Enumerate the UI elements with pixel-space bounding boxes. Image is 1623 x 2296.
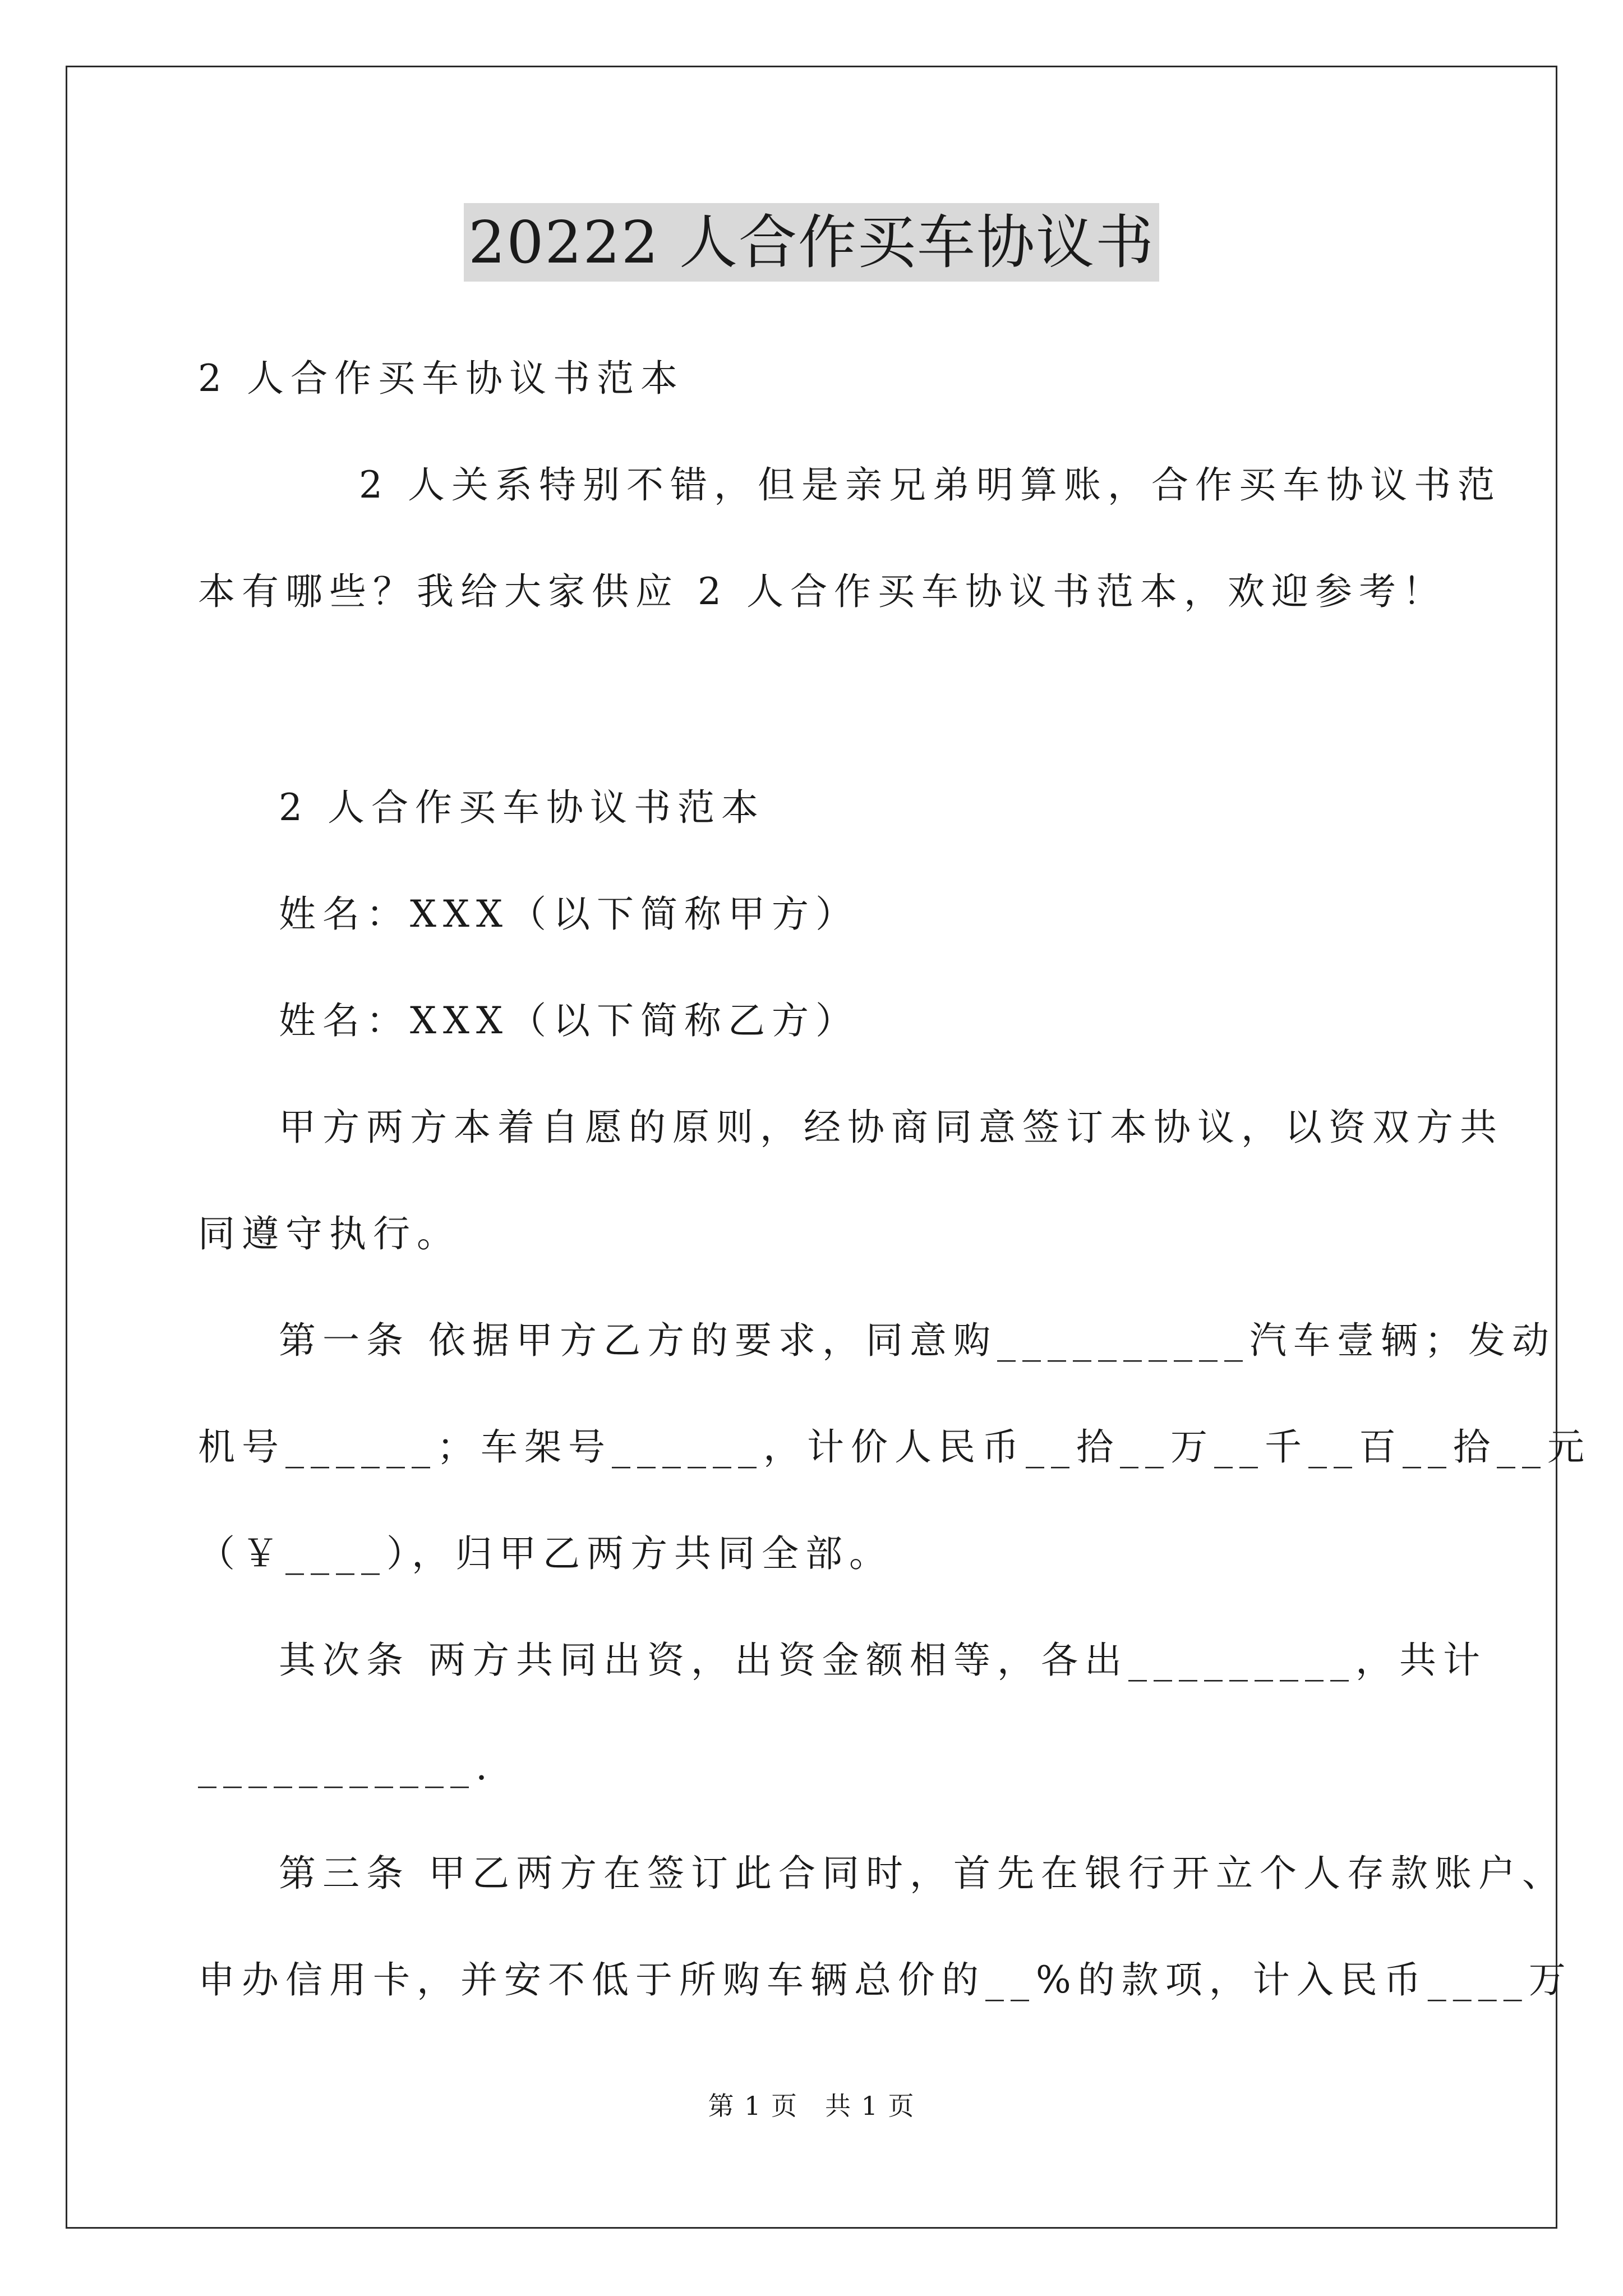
page-number-footer: 第 1 页 共 1 页 — [708, 2091, 915, 2121]
party-b-line: 姓名：XXX（以下简称乙方） — [279, 999, 859, 1042]
article-2-line-2: ___________. — [198, 1745, 494, 1788]
document-title: 20222 人合作买车协议书 — [464, 203, 1159, 282]
party-a-line: 姓名：XXX（以下简称甲方） — [279, 892, 859, 936]
article-3-line-2: 申办信用卡，并安不低于所购车辆总价的__%的款项，计入民币____万 — [198, 1958, 1573, 2001]
section-heading: 2 人合作买车协议书范本 — [279, 786, 765, 829]
article-1-line-1: 第一条 依据甲方乙方的要求，同意购__________汽车壹辆；发动 — [279, 1319, 1556, 1362]
article-3-line-1: 第三条 甲乙两方在签订此合同时，首先在银行开立个人存款账户、 — [279, 1852, 1566, 1895]
intro-paragraph-line-1: 2 人关系特别不错，但是亲兄弟明算账，合作买车协议书范 — [359, 463, 1501, 507]
preamble-line-1: 甲方两方本着自愿的原则，经协商同意签订本协议，以资双方共 — [279, 1106, 1504, 1149]
subtitle-line: 2 人合作买车协议书范本 — [198, 357, 684, 400]
intro-paragraph-line-2: 本有哪些？我给大家供应 2 人合作买车协议书范本，欢迎参考！ — [198, 570, 1446, 613]
article-2-line-1: 其次条 两方共同出资，出资金额相等，各出_________，共计 — [279, 1639, 1487, 1682]
article-1-line-2: 机号______；车架号______，计价人民币__拾__万__千__百__拾__元 — [198, 1425, 1591, 1469]
article-1-line-3: （￥____），归甲乙两方共同全部。 — [198, 1532, 893, 1575]
title-container — [0, 203, 1623, 282]
preamble-line-2: 同遵守执行。 — [198, 1212, 460, 1255]
